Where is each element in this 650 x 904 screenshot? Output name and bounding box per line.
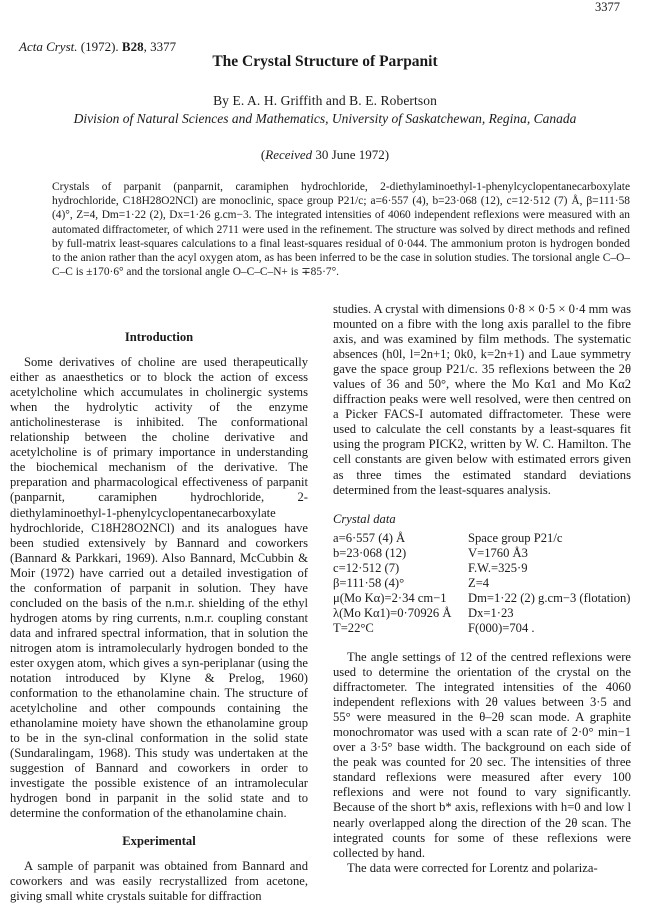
introduction-heading: Introduction: [124, 330, 194, 344]
crystal-data-right: Dm=1·22 (2) g.cm−3 (flotation): [468, 590, 631, 605]
crystal-data-row: [333, 561, 631, 576]
paper-affiliation: Division of Natural Sciences and Mathematics, University of Saskatchewan, Regina, Canada: [73, 111, 577, 126]
crystal-data-left: λ(Mo Kα1)=0·70926 Å: [333, 605, 452, 620]
crystal-data-left: T=22°C: [333, 620, 374, 635]
experimental-paragraph: A sample of parpanit was obtained from Bannard and coworkers and was easily recrystallized from acetone, giving small white crystals suitable for diffraction: [10, 858, 308, 903]
crystal-data-right: F.W.=325·9: [468, 560, 528, 575]
introduction-paragraph: Some derivatives of choline are used therapeutically either as anaesthetics or to block the action of excess acetylcholine which accumulates in cholinergic systems when the hydrolytic activity of the enzyme anticholinesterase is inhibited. The conformational relationship between the choline derivative and acetylcholine is of primary importance in understanding the biochemical mechanism of the derivative. The preparation and pharmacological effectiveness of parpanit (panparnit, caramiphen hydrochloride, 2-diethylaminoethyl-1-phenylcyclopentanecarboxylate hydrochloride, C18H28O2NCl) and its analogues have been studied extensively by Bannard and coworkers (Bannard & Parkkari, 1969). Also Bannard, McCubbin & Moir (1972) have carried out a detailed investigation of the conformation of parpanit in solution. They have concluded on the basis of the n.m.r. shielding of the ethyl hydrogen atoms by ring currents, n.m.r. coupling constant data and infrared spectral information, that in solution the nitrogen atom is intramolecularly hydrogen bonded to the ester oxygen atom, which gives a syn-periplanar (using the notation introduced by Klyne & Prelog, 1960) conformation to the ethanolamine chain. The structure of acetylcholine and other compounds containing the ethanolamine moiety have shown the ethanolamine group to be in the syn-clinal conformation in the solid state (Sundaralingam, 1968). This study was undertaken at the suggestion of Bannard and coworkers in order to investigate the possible existence of an intramolecular hydrogen bond in parpanit in the solid state and to determine the conformation of the ethanolamine chain.: [10, 355, 308, 821]
corrections-paragraph: The data were corrected for Lorentz and polariza-: [347, 860, 598, 875]
crystal-data-heading: Crystal data: [333, 511, 396, 526]
journal-volume: B28: [121, 39, 144, 54]
crystal-data-right: F(000)=704 .: [468, 620, 535, 635]
received-line: (Received 30 June 1972): [260, 147, 390, 162]
journal-reference: Acta Cryst. (1972). B28, 3377: [19, 39, 177, 54]
page-number: 3377: [595, 0, 620, 14]
journal-name: Acta Cryst.: [19, 39, 78, 54]
crystal-data-row: [333, 546, 631, 561]
crystal-data-row: [333, 621, 631, 636]
journal-page: 3377: [150, 39, 177, 54]
abstract: Crystals of parpanit (panparnit, caramiphen hydrochloride, 2-diethylaminoethyl-1-phenylcyclopentanecarboxylate hydrochloride, C18H28O2NCl) are monoclinic, space group P21/c; a=6·557 (4), b=23·068 (12), c=12·512 (7) Å, β=111·58 (4)°, Z=4, Dm=1·22 (2), Dx=1·26 g.cm−3. The integrated intensities of 4060 independent reflexions were measured with an automated diffractometer, of which 2711 were used in the refinement. The structure was solved by direct methods and refined by full-matrix least-squares calculations to a final least-squares residual of 0·044. The ammonium proton is hydrogen bonded to the anion rather than the acyl oxygen atom, as has been inferred to be the case in solution studies. The torsional angle C–O–C–C is ±170·6° and the torsional angle O–C–C–N+ is ∓85·7°.: [52, 181, 630, 279]
crystal-data-right: Z=4: [468, 575, 490, 590]
crystal-data-row: [333, 576, 631, 591]
crystal-data-left: b=23·068 (12): [333, 545, 407, 560]
paper-authors: By E. A. H. Griffith and B. E. Robertson: [213, 93, 437, 108]
journal-year: (1972).: [80, 39, 119, 54]
crystal-data-left: μ(Mo Kα)=2·34 cm−1: [333, 590, 447, 605]
experimental-heading: Experimental: [122, 833, 196, 848]
crystal-data-row: [333, 606, 631, 621]
crystal-data-left: β=111·58 (4)°: [333, 575, 405, 590]
crystal-data-left: c=12·512 (7): [333, 560, 400, 575]
received-label: Received: [265, 147, 313, 162]
experimental-continuation: studies. A crystal with dimensions 0·8 × 0·5 × 0·4 mm was mounted on a fibre with the long axis parallel to the fibre axis, and was examined by film methods. The systematic absences (h0l, l=2n+1; 0k0, k=2n+1) and Laue symmetry gave the space group P21/c. 35 reflexions between the 2θ values of 36 and 50°, where the Mo Kα1 and Mo Kα2 diffraction peaks were well resolved, were then centred on a Picker FACS-I automated diffractometer. These were used to calculate the cell constants by a least-squares fit using the program PICK2, written by W. C. Hamilton. The cell constants are given below with estimated errors given as three times the estimated standard deviations determined from the least-squares analysis.: [333, 302, 631, 497]
crystal-data-right: V=1760 Å3: [468, 545, 528, 560]
left-column: [10, 330, 308, 904]
right-column: [333, 302, 631, 876]
crystal-data-right: Dx=1·23: [468, 605, 514, 620]
data-collection-paragraph: The angle settings of 12 of the centred reflexions were used to determine the orientation of the crystal on the diffractometer. The integrated intensities of the 4060 independent reflexions with 2θ values between 3·5 and 55° were measured in the θ–2θ scan mode. A graphite monochromator was used with a scan rate of 2·0° min−1 over a 3·5° base width. The background on each side of the peak was counted for 20 sec. The intensities of three standard reflexions were measured after every 100 reflexions and were not found to vary significantly. Because of the short b* axis, reflexions with h=0 and low l nearly overlapped along the direction of the 2θ scan. The integrated counts for some of these reflexions were collected by hand.: [333, 649, 631, 860]
paper-title: The Crystal Structure of Parpanit: [212, 53, 438, 70]
crystal-data-row: [333, 591, 631, 606]
crystal-data-table: [333, 531, 631, 636]
crystal-data-left: a=6·557 (4) Å: [333, 530, 406, 545]
crystal-data-right: Space group P21/c: [468, 530, 563, 545]
crystal-data-row: [333, 531, 631, 546]
received-date: 30 June 1972: [315, 147, 385, 162]
